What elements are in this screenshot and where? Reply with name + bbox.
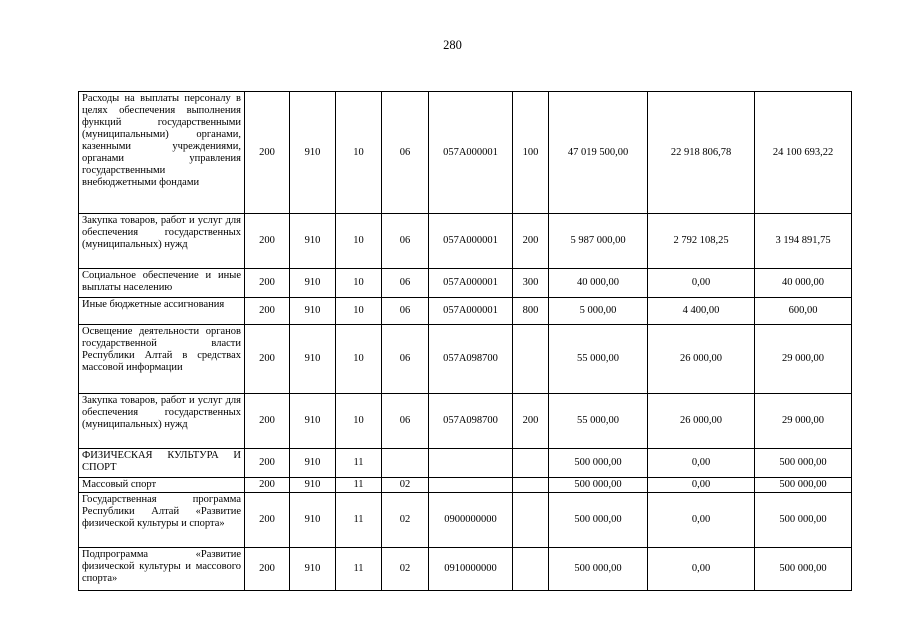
section-code-cell: 10: [336, 269, 382, 298]
executed-amount-cell: 0,00: [648, 493, 755, 548]
subsection-code-cell: 06: [382, 269, 429, 298]
section-code-cell: 10: [336, 394, 382, 449]
expense-type-code-cell: [513, 449, 549, 478]
target-article-code-cell: 0910000000: [429, 548, 513, 591]
remaining-amount-cell: 24 100 693,22: [755, 92, 852, 214]
executed-amount-cell: 0,00: [648, 449, 755, 478]
target-article-code-cell: 0900000000: [429, 493, 513, 548]
remaining-amount-cell: 500 000,00: [755, 493, 852, 548]
plan-amount-cell: 500 000,00: [549, 478, 648, 493]
chapter-code-cell: 200: [245, 493, 290, 548]
row-name-cell: Иные бюджетные ассигнования: [79, 298, 245, 325]
plan-amount-cell: 5 000,00: [549, 298, 648, 325]
chapter-code-cell: 200: [245, 478, 290, 493]
executed-amount-cell: 0,00: [648, 269, 755, 298]
ministry-code-cell: 910: [290, 548, 336, 591]
row-name-cell: Закупка товаров, работ и услуг для обеспечения государственных (муниципальных) нужд: [79, 214, 245, 269]
table-row: [79, 325, 852, 394]
subsection-code-cell: [382, 449, 429, 478]
table-row: [79, 548, 852, 591]
chapter-code-cell: 200: [245, 92, 290, 214]
chapter-code-cell: 200: [245, 269, 290, 298]
chapter-code-cell: 200: [245, 325, 290, 394]
row-name-cell: Подпрограмма «Развитие физической культуры и массового спорта»: [79, 548, 245, 591]
row-name-cell: Социальное обеспечение и иные выплаты населению: [79, 269, 245, 298]
ministry-code-cell: 910: [290, 214, 336, 269]
subsection-code-cell: 06: [382, 394, 429, 449]
remaining-amount-cell: 29 000,00: [755, 394, 852, 449]
row-name-cell: Закупка товаров, работ и услуг для обеспечения государственных (муниципальных) нужд: [79, 394, 245, 449]
subsection-code-cell: 06: [382, 92, 429, 214]
plan-amount-cell: 40 000,00: [549, 269, 648, 298]
plan-amount-cell: 500 000,00: [549, 449, 648, 478]
table-row: [79, 493, 852, 548]
expense-type-code-cell: 800: [513, 298, 549, 325]
subsection-code-cell: 02: [382, 548, 429, 591]
target-article-code-cell: [429, 449, 513, 478]
executed-amount-cell: 0,00: [648, 478, 755, 493]
expense-type-code-cell: [513, 325, 549, 394]
chapter-code-cell: 200: [245, 548, 290, 591]
row-name-cell: Освещение деятельности органов государственной власти Республики Алтай в средствах массовой информации: [79, 325, 245, 394]
page-number: 280: [443, 38, 462, 52]
executed-amount-cell: 0,00: [648, 548, 755, 591]
target-article-code-cell: 057A000001: [429, 269, 513, 298]
table-row: [79, 394, 852, 449]
table-row: [79, 214, 852, 269]
row-name-cell: Государственная программа Республики Алтай «Развитие физической культуры и спорта»: [79, 493, 245, 548]
expense-type-code-cell: [513, 478, 549, 493]
subsection-code-cell: 02: [382, 493, 429, 548]
expense-type-code-cell: 300: [513, 269, 549, 298]
table-row: [79, 298, 852, 325]
remaining-amount-cell: 29 000,00: [755, 325, 852, 394]
plan-amount-cell: 55 000,00: [549, 394, 648, 449]
ministry-code-cell: 910: [290, 92, 336, 214]
section-code-cell: 10: [336, 214, 382, 269]
chapter-code-cell: 200: [245, 214, 290, 269]
target-article-code-cell: 057A098700: [429, 394, 513, 449]
expense-type-code-cell: 200: [513, 214, 549, 269]
executed-amount-cell: 26 000,00: [648, 394, 755, 449]
ministry-code-cell: 910: [290, 493, 336, 548]
ministry-code-cell: 910: [290, 394, 336, 449]
remaining-amount-cell: 500 000,00: [755, 548, 852, 591]
row-name-cell: ФИЗИЧЕСКАЯ КУЛЬТУРА И СПОРТ: [79, 449, 245, 478]
remaining-amount-cell: 500 000,00: [755, 478, 852, 493]
executed-amount-cell: 22 918 806,78: [648, 92, 755, 214]
chapter-code-cell: 200: [245, 449, 290, 478]
remaining-amount-cell: 40 000,00: [755, 269, 852, 298]
executed-amount-cell: 26 000,00: [648, 325, 755, 394]
chapter-code-cell: 200: [245, 298, 290, 325]
expense-type-code-cell: 100: [513, 92, 549, 214]
plan-amount-cell: 500 000,00: [549, 548, 648, 591]
target-article-code-cell: 057A000001: [429, 214, 513, 269]
expense-type-code-cell: [513, 493, 549, 548]
remaining-amount-cell: 3 194 891,75: [755, 214, 852, 269]
subsection-code-cell: 02: [382, 478, 429, 493]
row-name-cell: Массовый спорт: [79, 478, 245, 493]
ministry-code-cell: 910: [290, 269, 336, 298]
plan-amount-cell: 500 000,00: [549, 493, 648, 548]
plan-amount-cell: 47 019 500,00: [549, 92, 648, 214]
section-code-cell: 11: [336, 449, 382, 478]
table-row: [79, 478, 852, 493]
target-article-code-cell: 057A000001: [429, 298, 513, 325]
subsection-code-cell: 06: [382, 325, 429, 394]
section-code-cell: 11: [336, 478, 382, 493]
chapter-code-cell: 200: [245, 394, 290, 449]
subsection-code-cell: 06: [382, 298, 429, 325]
section-code-cell: 10: [336, 92, 382, 214]
target-article-code-cell: 057A000001: [429, 92, 513, 214]
expense-type-code-cell: 200: [513, 394, 549, 449]
ministry-code-cell: 910: [290, 298, 336, 325]
ministry-code-cell: 910: [290, 325, 336, 394]
table-row: [79, 449, 852, 478]
target-article-code-cell: 057A098700: [429, 325, 513, 394]
subsection-code-cell: 06: [382, 214, 429, 269]
section-code-cell: 10: [336, 298, 382, 325]
executed-amount-cell: 2 792 108,25: [648, 214, 755, 269]
plan-amount-cell: 5 987 000,00: [549, 214, 648, 269]
table-row: [79, 92, 852, 214]
section-code-cell: 10: [336, 325, 382, 394]
remaining-amount-cell: 600,00: [755, 298, 852, 325]
section-code-cell: 11: [336, 548, 382, 591]
ministry-code-cell: 910: [290, 449, 336, 478]
table-row: [79, 269, 852, 298]
plan-amount-cell: 55 000,00: [549, 325, 648, 394]
budget-table: [78, 91, 852, 591]
row-name-cell: Расходы на выплаты персоналу в целях обеспечения выполнения функций государственными (муниципальными) органами, казенными учреждениями, органами управления государственными внебюджетными фондами: [79, 92, 245, 214]
expense-type-code-cell: [513, 548, 549, 591]
section-code-cell: 11: [336, 493, 382, 548]
ministry-code-cell: 910: [290, 478, 336, 493]
remaining-amount-cell: 500 000,00: [755, 449, 852, 478]
target-article-code-cell: [429, 478, 513, 493]
executed-amount-cell: 4 400,00: [648, 298, 755, 325]
